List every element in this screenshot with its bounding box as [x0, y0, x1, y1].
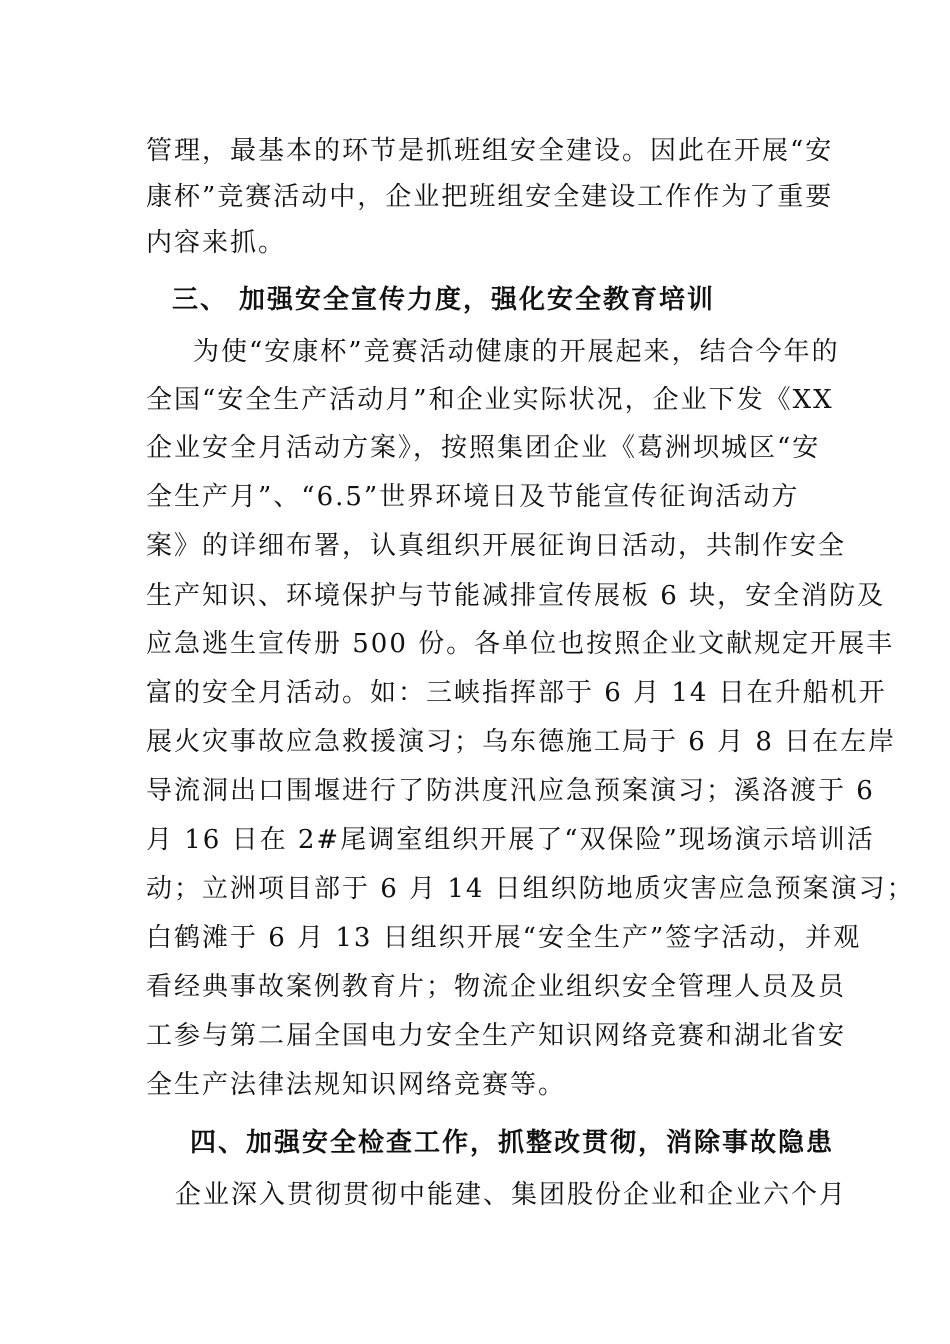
paragraph-line: 富的安全月活动。如：三峡指挥部于 6 月 14 日在升船机开 [146, 678, 887, 708]
paragraph-line: 生产知识、环境保护与节能减排宣传展板 6 块，安全消防及 [146, 581, 886, 611]
paragraph-line: 导流洞出口围堰进行了防洪度汛应急预案演习；溪洛渡于 6 [146, 776, 875, 806]
paragraph-line: 动；立洲项目部于 6 月 14 日组织防地质灾害应急预案演习； [146, 874, 915, 904]
paragraph-line: 应急逃生宣传册 500 份。各单位也按照企业文献规定开展丰 [146, 629, 895, 659]
paragraph-line: 企业深入贯彻贯彻中能建、集团股份企业和企业六个月 [175, 1180, 848, 1210]
paragraph-line: 白鹤滩于 6 月 13 日组织开展“安全生产”签字活动，并观 [146, 923, 862, 953]
paragraph-line: 案》的详细布署，认真组织开展征询日活动，共制作安全 [146, 531, 847, 561]
paragraph-line: 全国“安全生产活动月”和企业实际状况，企业下发《XX [146, 385, 834, 415]
paragraph-line: 全生产法律法规知识网络竞赛等。 [146, 1070, 567, 1100]
paragraph-line: 全生产月”、“6.5”世界环境日及节能宣传征询活动方 [146, 482, 800, 512]
paragraph-line: 企业安全月活动方案》，按照集团企业《葛洲坝城区“安 [146, 433, 821, 463]
paragraph-line: 内容来抓。 [146, 228, 287, 258]
paragraph-line: 为使“安康杯”竞赛活动健康的开展起来，结合今年的 [193, 337, 840, 367]
paragraph-line: 康杯”竞赛活动中，企业把班组安全建设工作作为了重要 [146, 182, 834, 212]
paragraph-line: 月 16 日在 2#尾调室组织开展了“双保险”现场演示培训活 [146, 825, 875, 855]
paragraph-line: 管理，最基本的环节是抓班组安全建设。因此在开展“安 [146, 136, 834, 166]
paragraph-line: 展火灾事故应急救援演习；乌东德施工局于 6 月 8 日在左岸 [146, 727, 897, 757]
paragraph-line: 看经典事故案例教育片；物流企业组织安全管理人员及员 [146, 972, 847, 1002]
paragraph-line: 工参与第二届全国电力安全生产知识网络竞赛和湖北省安 [146, 1021, 847, 1051]
section-heading-3: 三、 加强安全宣传力度，强化安全教育培训 [172, 285, 716, 315]
section-heading-4: 四、加强安全检查工作，抓整改贯彻，消除事故隐患 [190, 1128, 835, 1158]
